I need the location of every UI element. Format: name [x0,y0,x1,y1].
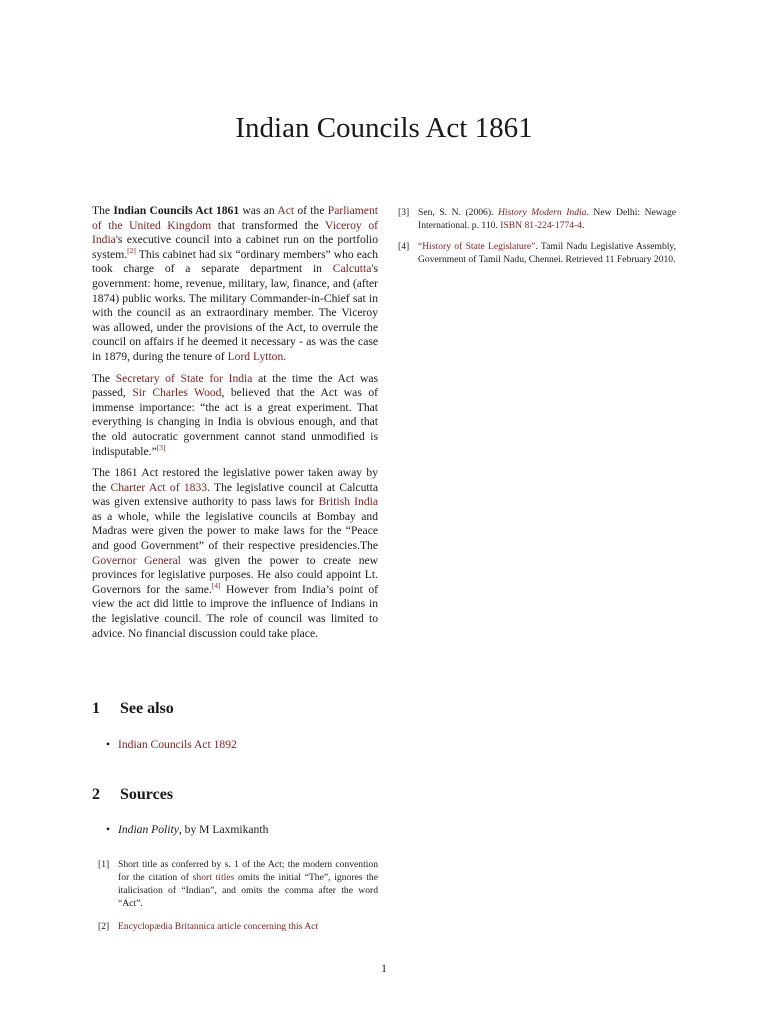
bold-title: Indian Councils Act 1861 [113,204,240,217]
left-column [92,204,378,648]
text: that transformed the [211,218,326,232]
text: The [92,204,114,217]
link-sir-charles-wood[interactable]: Sir Charles Wood [132,386,222,400]
reference-item [392,206,676,232]
text: was given the power to create new provinces for legislative purposes. He also could appoint Lt. Governors for the same. [92,553,379,596]
text: . [283,349,287,363]
text: This cabinet had six “ordinary members” who each took charge of a separate department in [92,247,378,276]
reference-number: [2] [98,921,110,932]
link-act[interactable]: Act [277,204,295,217]
text: , believed that the Act was of immense importance: “the act is a great experiment. That everything is changing in India is obvious enough, and that the old autocratic government cannot stand unmodified is indisputable.” [92,386,378,458]
reference-item [392,240,676,266]
source-author: , by M Laxmikanth [178,823,269,836]
citation-4[interactable]: [4] [211,580,221,590]
text: of the [294,204,328,217]
text: as a whole, while the legislative councils at Bombay and Madras were given the power to make laws for the “Peace and good Government” of their respective presidencies.The [92,509,378,553]
link-calcutta[interactable]: Calcutta [332,262,372,276]
link-british-india[interactable]: British India [318,495,378,509]
reference-number: [3] [398,207,410,218]
link-secretary-of-state[interactable]: Secretary of State for India [115,371,253,385]
see-also-list [92,738,378,753]
sources-list [92,823,378,838]
link-indian-councils-act-1892[interactable]: Indian Councils Act 1892 [118,738,237,751]
text: 's government: home, revenue, military, law, finance, and (after 1874) public works. The military Commander-in-Chief sat in with the council as an extraordinary member. The Viceroy was allowed, under the provisions of the Act, to overrule the council on affairs if he deemed it necessary - as was the case in 1879, during the tenure of [92,262,378,363]
reference-item [92,858,378,910]
secretary-paragraph [92,372,378,460]
section-number: 2 [92,786,100,803]
link-lord-lytton[interactable]: Lord Lytton [227,349,284,363]
link-short-titles[interactable]: short titles [192,872,235,883]
text: was an [239,204,278,217]
intro-paragraph [92,204,378,365]
link-britannica-article[interactable]: Encyclopædia Britannica article concerning this Act [118,921,319,932]
text: Sen, S. N. (2006). [418,207,498,218]
link-isbn[interactable]: ISBN 81-224-1774-4 [500,220,583,231]
text: . Tamil Nadu Legislative Assembly, Government of Tamil Nadu, Chennei. Retrieved 11 February 2010. [418,241,676,265]
legislative-paragraph [92,466,378,641]
page-title: Indian Councils Act 1861 [235,112,533,144]
text: omits the initial “The”, ignores the italicisation of “Indian”, and omits the comma after the word “Act”. [118,872,378,909]
references-list-left [92,858,378,941]
text: . [582,220,585,231]
list-item [92,823,378,838]
page-number: 1 [381,962,387,975]
text: Short title as conferred by s. 1 of the Act; the modern convention for the citation of [118,859,378,883]
text: at the time the Act was passed, [92,371,378,400]
link-history-state-legislature[interactable]: “History of State Legislature” [418,241,536,252]
section-title: See also [120,700,174,717]
reference-number: [1] [98,859,110,870]
citation-3[interactable]: [3] [156,442,166,452]
link-governor-general[interactable]: Governor General [92,553,181,567]
link-history-modern-india[interactable]: History Modern India [497,207,587,218]
link-viceroy-of-india[interactable]: Viceroy of India [92,218,378,247]
reference-number: [4] [398,241,410,252]
text: The 1861 Act restored the legislative power taken away by the [92,466,378,494]
section-heading-see-also [92,700,174,718]
text: However from India’s point of view the act did little to improve the influence of Indians in the legislative council. The role of council was limited to advice. No financial discussion could take place. [92,582,378,640]
text: . New Delhi: Newage International. p. 110. [418,207,677,231]
text: 's executive council into a cabinet run on the portfolio system. [92,233,378,261]
citation-2[interactable]: [2] [127,245,136,255]
link-charter-act-1833[interactable]: Charter Act of 1833 [110,480,208,494]
references-list-right [392,206,676,274]
text: The [92,371,116,385]
section-number: 1 [92,700,100,717]
list-item [92,738,378,753]
link-parliament-uk[interactable]: Parliament of the United Kingdom [92,204,378,232]
text: . The legislative council at Calcutta was given extensive authority to pass laws for [92,480,379,509]
section-title: Sources [120,786,174,803]
source-title: Indian Polity [118,823,179,836]
reference-item [92,920,378,933]
section-heading-sources [92,786,173,804]
